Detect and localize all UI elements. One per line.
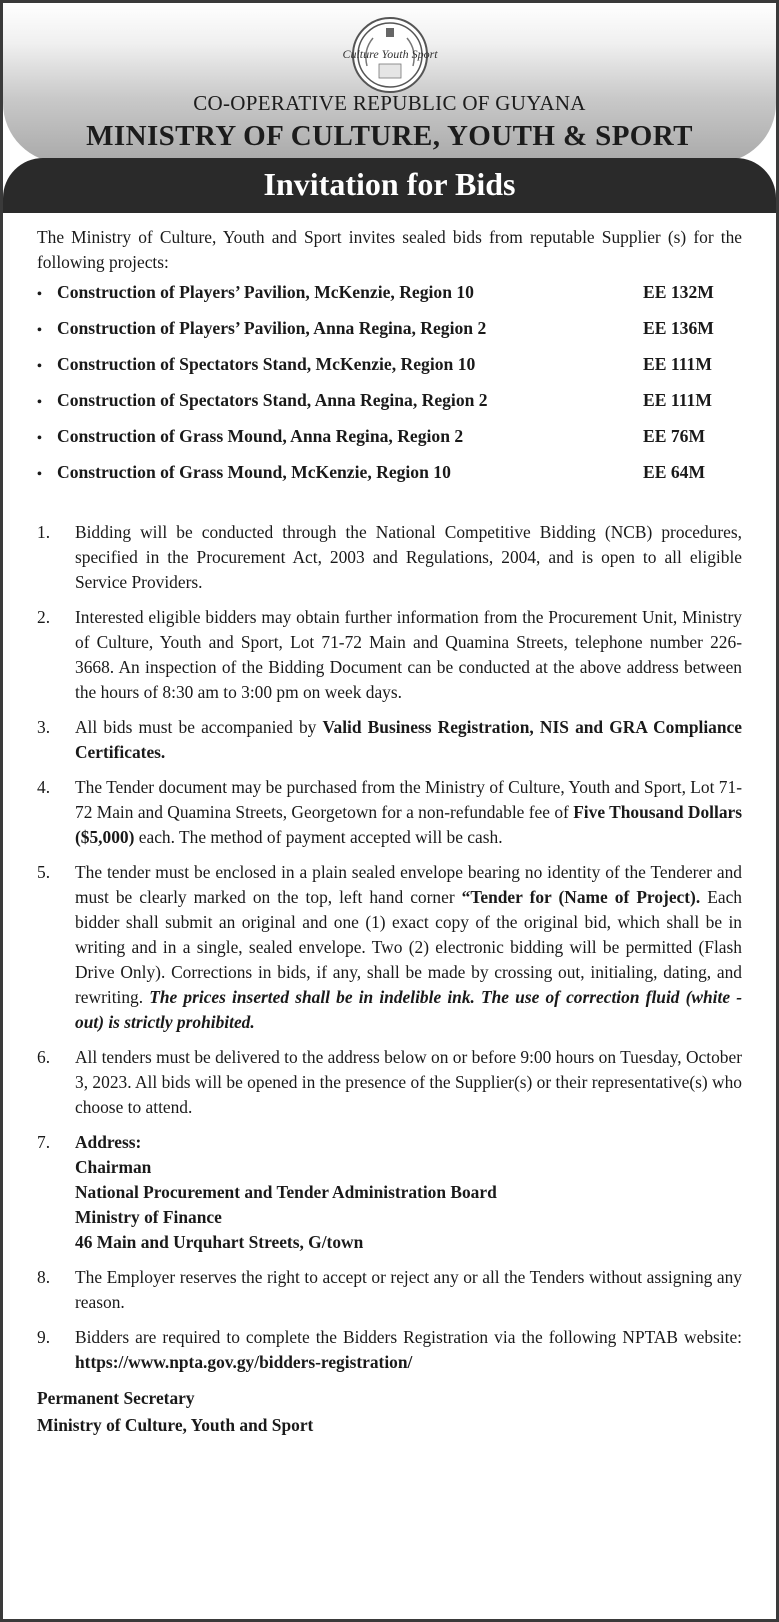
page-title: Invitation for Bids <box>263 166 516 202</box>
condition-6 <box>37 1045 742 1120</box>
signoff <box>37 1385 742 1439</box>
item-text <box>75 715 742 765</box>
project-name: Construction of Spectators Stand, McKenzie, Region 10 <box>57 354 476 374</box>
header <box>3 3 776 213</box>
item-text <box>75 1325 742 1375</box>
notice-body <box>37 225 742 1439</box>
address-line: Ministry of Finance <box>75 1207 222 1227</box>
condition-8 <box>37 1265 742 1315</box>
item-text: The Employer reserves the right to accept or reject any or all the Tenders without assigning any reason. <box>75 1267 742 1312</box>
item-number: 3. <box>37 717 51 737</box>
item-number: 8. <box>37 1267 51 1287</box>
item-text-plain: The tender must be enclosed in a plain sealed envelope bearing no identity of the Tenderer and must be clearly marked on the top, left hand corner <box>75 862 742 907</box>
item-text-plain: All bids must be accompanied by <box>75 717 323 737</box>
conditions-list <box>37 520 742 1375</box>
item-number: 4. <box>37 777 51 797</box>
condition-2 <box>37 605 742 705</box>
item-text-bold: Valid Business Registration, NIS and GRA Compliance Certificates. <box>75 717 742 762</box>
item-text-plain: The Tender document may be purchased from the Ministry of Culture, Youth and Sport, Lot 71-72 Main and Quamina Streets, Georgetown for a non-refundable fee of <box>75 777 742 822</box>
project-amount: EE 132M <box>643 282 714 302</box>
fee-amount: Five Thousand Dollars ($5,000) <box>75 802 743 847</box>
item-text-bold-italic: The prices inserted shall be in indelible ink. The use of correction fluid (white -out) is strictly prohibited. <box>75 987 742 1032</box>
intro-text: The Ministry of Culture, Youth and Sport invites sealed bids from reputable Supplier (s) for the following projects: <box>37 227 742 272</box>
project-item <box>37 424 742 460</box>
bullet: • <box>37 431 42 446</box>
address-block <box>75 1130 742 1255</box>
address-label: Address: <box>75 1132 142 1152</box>
signoff-title: Permanent Secretary <box>37 1388 195 1408</box>
project-item <box>37 388 742 424</box>
project-amount: EE 111M <box>643 390 712 410</box>
ministry-heading: MINISTRY OF CULTURE, YOUTH & SPORT <box>86 120 693 152</box>
bullet: • <box>37 359 42 374</box>
condition-5 <box>37 860 742 1035</box>
republic-heading: CO-OPERATIVE REPUBLIC OF GUYANA <box>193 91 586 115</box>
item-number: 2. <box>37 607 51 627</box>
address-line: Chairman <box>75 1157 152 1177</box>
item-text-plain: each. The method of payment accepted will be cash. <box>134 827 503 847</box>
item-text <box>75 775 742 850</box>
item-number: 6. <box>37 1047 51 1067</box>
condition-9 <box>37 1325 742 1375</box>
bullet: • <box>37 395 42 410</box>
project-list <box>37 280 742 496</box>
condition-7-address <box>37 1130 742 1255</box>
item-text: Bidding will be conducted through the National Competitive Bidding (NCB) procedures, specified in the Procurement Act, 2003 and Regulations, 2004, and is open to all eligible Service Providers. <box>75 522 742 592</box>
project-name: Construction of Spectators Stand, Anna Regina, Region 2 <box>57 390 488 410</box>
signoff-ministry: Ministry of Culture, Youth and Sport <box>37 1415 314 1435</box>
project-item <box>37 352 742 388</box>
item-number: 9. <box>37 1327 51 1347</box>
project-name: Construction of Players’ Pavilion, Anna Regina, Region 2 <box>57 318 487 338</box>
item-text <box>75 860 742 1035</box>
project-item <box>37 460 742 496</box>
bullet: • <box>37 467 42 482</box>
address-line: National Procurement and Tender Administration Board <box>75 1182 497 1202</box>
item-number: 5. <box>37 862 51 882</box>
project-amount: EE 64M <box>643 462 706 482</box>
project-amount: EE 76M <box>643 426 706 446</box>
logo-text: Culture Youth Sport <box>342 47 438 61</box>
registration-link[interactable]: https://www.npta.gov.gy/bidders-registration/ <box>75 1352 413 1372</box>
condition-4 <box>37 775 742 850</box>
item-number: 1. <box>37 522 51 542</box>
project-name: Construction of Grass Mound, McKenzie, Region 10 <box>57 462 451 482</box>
bullet: • <box>37 323 42 338</box>
condition-1 <box>37 520 742 595</box>
project-item <box>37 280 742 316</box>
bullet: • <box>37 287 42 302</box>
project-amount: EE 111M <box>643 354 712 374</box>
project-amount: EE 136M <box>643 318 714 338</box>
item-text-bold: “Tender for (Name of Project). <box>461 887 701 907</box>
item-text-plain: Bidders are required to complete the Bidders Registration via the following NPTAB website: <box>75 1327 742 1347</box>
condition-3 <box>37 715 742 765</box>
project-name: Construction of Players’ Pavilion, McKenzie, Region 10 <box>57 282 474 302</box>
item-text: Interested eligible bidders may obtain further information from the Procurement Unit, Ministry of Culture, Youth and Sport, Lot 71-72 Main and Quamina Streets, telephone number 226-3668. An inspection of the Bidding Document can be conducted at the above address between the hours of 8:30 am to 3:00 pm on week days. <box>75 607 742 702</box>
item-number: 7. <box>37 1132 51 1152</box>
item-text: All tenders must be delivered to the address below on or before 9:00 hours on Tuesday, October 3, 2023. All bids will be opened in the presence of the Supplier(s) or their representative(s) who choose to attend. <box>75 1047 742 1117</box>
ministry-crest-icon <box>342 20 438 90</box>
ministry-logo <box>342 17 438 93</box>
item-text-plain: Each bidder shall submit an original and one (1) exact copy of the original bid, which shall be in writing and in a single, sealed envelope. Two (2) electronic bidding will be permitted (Flash Drive Only). Corrections in bids, if any, shall be made by crossing out, initialing, dating, and rewriting. <box>75 887 742 1007</box>
project-name: Construction of Grass Mound, Anna Regina, Region 2 <box>57 426 464 446</box>
project-item <box>37 316 742 352</box>
address-line: 46 Main and Urquhart Streets, G/town <box>75 1232 364 1252</box>
